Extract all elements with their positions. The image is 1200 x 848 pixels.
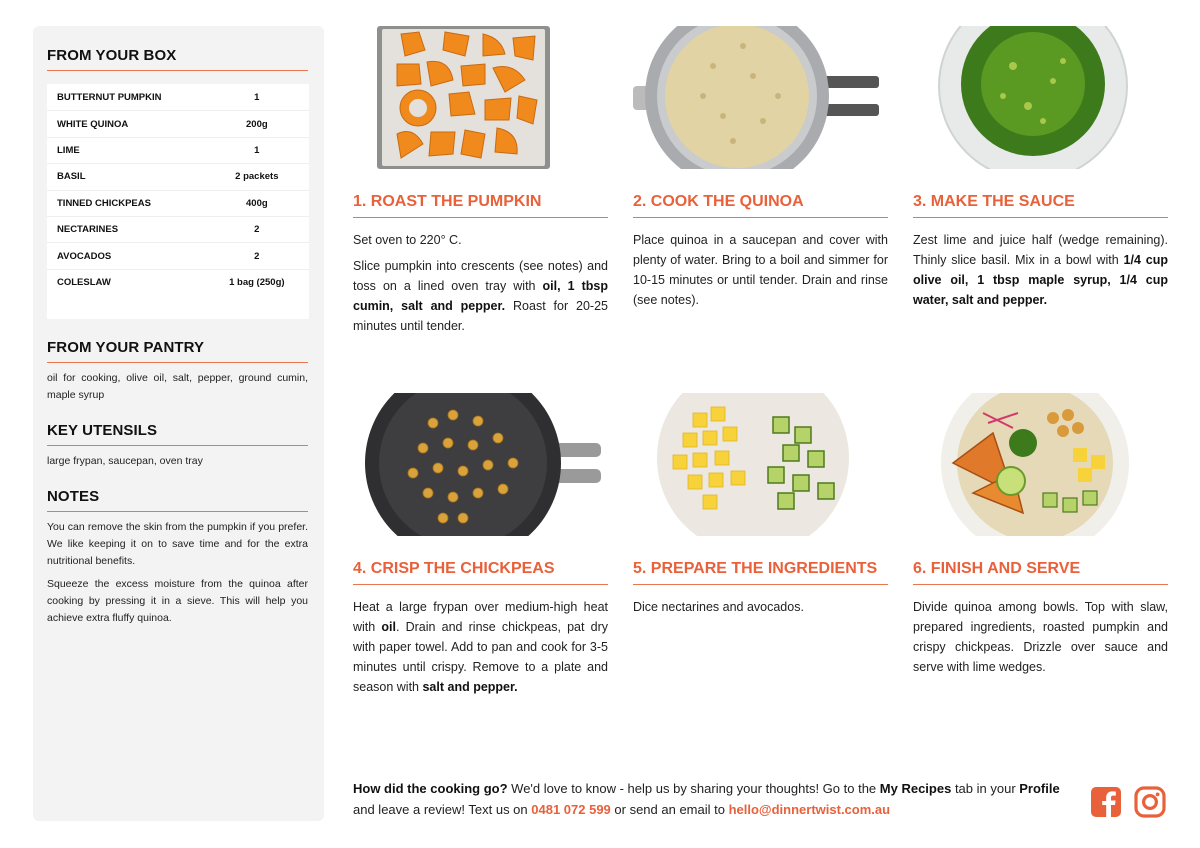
step-3-para [913, 230, 1168, 310]
step-5 [633, 393, 888, 617]
step-6-text [913, 597, 1168, 677]
step-text-span: Zest lime and juice half (wedge remaining). Thinly slice basil. Mix in a bowl with [913, 233, 1168, 267]
profile-link[interactable]: Profile [1019, 781, 1060, 796]
diced-ingredients-image [633, 393, 888, 536]
my-recipes-link[interactable]: My Recipes [879, 781, 952, 796]
step-3-text [913, 230, 1168, 310]
note-text: You can remove the skin from the pumpkin if you prefer. We like keeping it on to save time and for the extra nutritional benefits. [47, 521, 308, 567]
step-text-bold: 1/4 cup olive oil, 1 tbsp maple syrup, 1/4 cup water, salt and pepper. [913, 253, 1168, 307]
table-row [47, 217, 309, 243]
ingredient-qty: 2 packets [235, 171, 279, 183]
step-5-text [633, 597, 888, 617]
table-row [47, 111, 309, 137]
phone-link[interactable]: 0481 072 599 [531, 802, 611, 817]
step-2 [633, 26, 888, 310]
footer-text: and leave a review! Text us on [353, 802, 532, 817]
quinoa-pot-image [633, 26, 888, 169]
step-6-title: 6. FINISH AND SERVE [913, 560, 1168, 585]
pantry-text: oil for cooking, olive oil, salt, pepper, ground cumin, maple syrup [47, 372, 308, 401]
step-1-title: 1. ROAST THE PUMPKIN [353, 193, 608, 218]
finished-bowl-image [913, 393, 1168, 536]
from-your-box-heading: FROM YOUR BOX [47, 47, 308, 71]
table-row [47, 270, 309, 296]
table-row [47, 243, 309, 269]
step-text-span: Roast for 20-25 minutes until tender. [353, 299, 608, 333]
ingredient-name: BASIL [57, 171, 86, 183]
feedback-footer [353, 778, 1073, 820]
table-row [47, 191, 309, 217]
step-text-span: Slice pumpkin into crescents (see notes) and toss on a lined oven tray with [353, 259, 608, 293]
table-row [47, 138, 309, 164]
step-4 [353, 393, 608, 697]
utensils-text: large frypan, saucepan, oven tray [47, 455, 203, 467]
step-1-para [353, 256, 608, 336]
ingredient-name: BUTTERNUT PUMPKIN [57, 92, 162, 104]
step-text-bold: salt and pepper. [422, 680, 518, 694]
footer-text: or send an email to [610, 802, 729, 817]
step-text-bold: oil [381, 620, 396, 634]
notes-heading: NOTES [47, 488, 308, 512]
sauce-bowl-image [913, 26, 1168, 169]
step-text-span: Heat a large frypan over medium-high heat with [353, 600, 608, 634]
ingredient-name: AVOCADOS [57, 250, 112, 262]
pantry-heading: FROM YOUR PANTRY [47, 339, 308, 363]
step-6-para: Divide quinoa among bowls. Top with slaw, prepared ingredients, roasted pumpkin and crispy chickpeas. Drizzle over sauce and serve with lime wedges. [913, 600, 1168, 674]
ingredient-name: NECTARINES [57, 224, 119, 236]
step-2-title: 2. COOK THE QUINOA [633, 193, 888, 218]
step-5-title: 5. PREPARE THE INGREDIENTS [633, 560, 888, 585]
table-row [47, 85, 309, 111]
step-4-title: 4. CRISP THE CHICKPEAS [353, 560, 608, 585]
step-4-text [353, 597, 608, 697]
step-2-para: Place quinoa in a saucepan and cover with plenty of water. Bring to a boil and simmer for 10-15 minutes or until tender. Drain and rinse (see notes). [633, 233, 888, 307]
ingredient-qty: 200g [246, 118, 268, 130]
footer-text: tab in your [951, 781, 1020, 796]
utensils-section [47, 422, 308, 470]
ingredient-name: LIME [57, 144, 80, 156]
note-text: Squeeze the excess moisture from the quinoa after cooking by pressing it in a sieve. This will help you achieve extra fluffy quinoa. [47, 578, 308, 624]
ingredient-name: WHITE QUINOA [57, 118, 129, 130]
ingredient-qty: 1 [254, 92, 260, 104]
sidebar [33, 26, 324, 821]
step-6 [913, 393, 1168, 677]
ingredient-name: TINNED CHICKPEAS [57, 197, 151, 209]
step-3 [913, 26, 1168, 310]
step-text-span: . Drain and rinse chickpeas, pat dry with paper towel. Add to pan and cook for 3-5 minutes until crispy. Remove to a plate and season with [353, 620, 608, 694]
footer-question: How did the cooking go? [353, 781, 508, 796]
pantry-section [47, 339, 308, 404]
step-1 [353, 26, 608, 336]
chickpeas-pan-image [353, 393, 608, 536]
ingredients-table [47, 84, 309, 319]
pumpkin-tray-image [353, 26, 608, 169]
notes-section [47, 488, 308, 627]
ingredient-qty: 1 [254, 144, 260, 156]
ingredient-qty: 2 [254, 224, 260, 236]
step-2-text [633, 230, 888, 310]
step-1-text [353, 230, 608, 336]
footer-text: We'd love to know - help us by sharing your thoughts! Go to the [507, 781, 880, 796]
email-link[interactable]: hello@dinnertwist.com.au [728, 802, 891, 817]
instagram-icon[interactable] [1134, 786, 1166, 823]
step-text-bold: oil, 1 tbsp cumin, salt and pepper. [353, 279, 608, 313]
ingredient-name: COLESLAW [57, 277, 111, 289]
table-row [47, 164, 309, 190]
utensils-heading: KEY UTENSILS [47, 422, 308, 446]
step-3-title: 3. MAKE THE SAUCE [913, 193, 1168, 218]
step-1-para: Set oven to 220° C. [353, 233, 462, 247]
ingredient-qty: 400g [246, 197, 268, 209]
step-4-para [353, 597, 608, 697]
ingredient-qty: 2 [254, 250, 260, 262]
ingredient-qty: 1 bag (250g) [229, 277, 285, 289]
facebook-icon[interactable] [1090, 786, 1122, 823]
step-5-para: Dice nectarines and avocados. [633, 600, 804, 614]
